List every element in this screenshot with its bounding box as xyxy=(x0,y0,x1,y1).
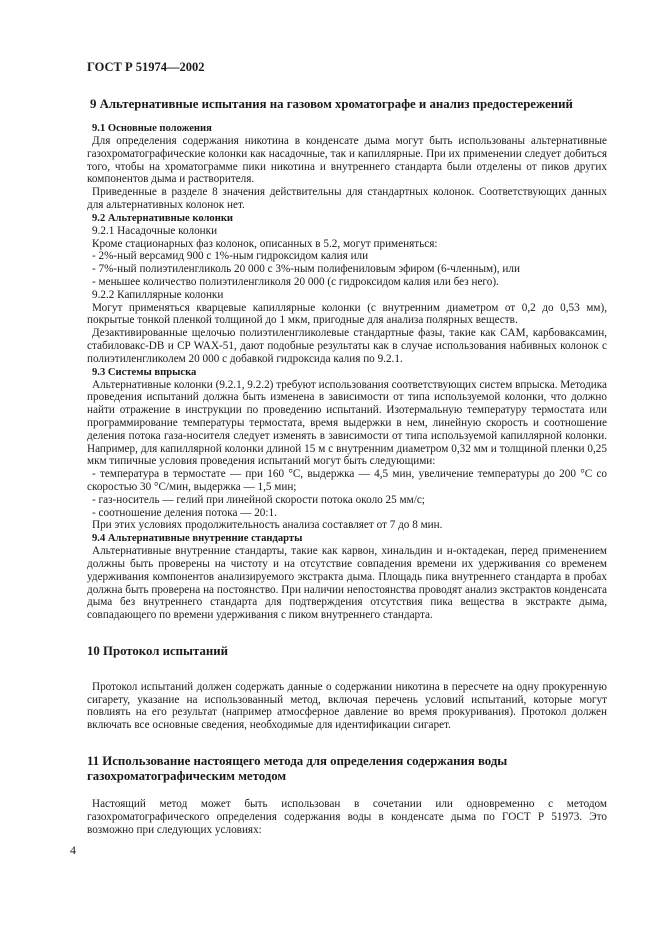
section-10-title: 10 Протокол испытаний xyxy=(87,643,229,658)
section-9-2-1-title: 9.2.1 Насадочные колонки xyxy=(92,224,218,237)
section-9-4-title: 9.4 Альтернативные внутренние стандарты xyxy=(92,533,303,545)
section-9-1-paragraph-1: Для определения содержания никотина в конденсате дыма могут быть использованы альтернативные газохроматографические колонки как насадочные, так и капиллярные. При их применении следует добиться того, чтобы на хроматограмме пики никотина и внутреннего стандарта были отделены от пиков других компонентов дыма и растворителя. xyxy=(87,135,607,186)
section-10-paragraph-1: Протокол испытаний должен содержать данные о содержании никотина в пересчете на одну прокуренную сигарету, указание на использованный метод, включая перечень условий испытаний, которые могут повлиять на его результат (например атмосферное давление во время прокуривания). Протокол должен включать все основные сведения, необходимые для идентификации сигарет. xyxy=(87,680,607,732)
section-11-title: 11 Использование настоящего метода для определения содержания воды газохроматографическим методом xyxy=(87,754,508,784)
list-item: - газ-носитель — гелий при линейной скорости потока около 25 мм/с; xyxy=(92,493,425,506)
section-9-2-2-title: 9.2.2 Капиллярные колонки xyxy=(92,288,224,301)
section-9-1-paragraph-2: Приведенные в разделе 8 значения действительны для стандартных колонок. Соответствующих данных для альтернативных колонок нет. xyxy=(87,186,607,211)
page-number: 4 xyxy=(70,843,76,857)
section-9-3-paragraph-1: Альтернативные колонки (9.2.1, 9.2.2) требуют использования соответствующих систем впрыска. Методика проведения испытаний должна быть изменена в зависимости от типа используемой колонки, что должно найти отражение в инструкции по проведению испытаний. Изотермальную температуру термостата или программирование температуры термостата, время выдержки в нем, линейную скорость и соотношение деления потока газа-носителя следует изменять в зависимости от типа используемой капиллярной колонки. Например, для капиллярной колонки длиной 15 м с внутренним диаметром 0,32 мм и толщиной пленки 0,25 мкм типичные условия проведения испытаний могут быть следующими: xyxy=(87,378,607,468)
section-9-3-paragraph-2: При этих условиях продолжительность анализа составляет от 7 до 8 мин. xyxy=(92,519,443,532)
list-item: - 7%-ный полиэтиленгликоль 20 000 с 3%-ным полифениловым эфиром (6-членным), или xyxy=(92,263,520,276)
list-item: - температура в термостате — при 160 °С, выдержка — 4,5 мин, увеличение температуры до 200 °С со скоростью 30 °С/мин, выдержка — 1,5 мин; xyxy=(87,468,607,493)
list-item: - соотношение деления потока — 20:1. xyxy=(92,506,277,519)
section-9-title: 9 Альтернативные испытания на газовом хроматографе и анализ предостережений xyxy=(90,97,573,111)
section-9-3-title: 9.3 Системы впрыска xyxy=(92,366,197,378)
section-9-2-2-paragraph-1: Могут применяться кварцевые капиллярные колонки (с внутренним диаметром от 0,2 до 0,53 мм), покрытые тонкой пленкой толщиной до 1 мкм, пригодные для анализа полярных веществ. xyxy=(87,301,607,327)
section-9-2-title: 9.2 Альтернативные колонки xyxy=(92,212,234,224)
section-11-paragraph-1: Настоящий метод может быть использован в сочетании или одновременно с методом газохроматографического определения содержания воды в конденсате дыма по ГОСТ Р 51973. Это возможно при следующих условиях: xyxy=(87,798,607,836)
section-9-1-title: 9.1 Основные положения xyxy=(92,123,212,134)
list-item: - 2%-ный версамид 900 с 1%-ным гидроксидом калия или xyxy=(92,250,369,263)
document-header: ГОСТ Р 51974—2002 xyxy=(87,60,205,74)
section-9-4-paragraph-1: Альтернативные внутренние стандарты, такие как карвон, хинальдин и н-октадекан, перед применением должны быть проверены на чистоту и на отсутствие совпадения времени их удерживания со временем удерживания компонентов анализируемого экстракта дыма. Площадь пика внутреннего стандарта в пробах должна быть проверена на постоянство. При наличии непостоянства проводят анализ экстрактов конденсата дыма без внутреннего стандарта для подтверждения отсутствия пика вещества в экстракте дыма, совпадающего по времени удерживания с пиком внутреннего стандарта. xyxy=(87,545,607,622)
section-9-2-2-paragraph-2: Дезактивированные щелочью полиэтиленгликолевые стандартные фазы, такие как CAM, карбоваксамин, стабиловакс-DB и CP WAX-51, дают подобные результаты как в случае использования набивных колонок с полиэтиленгликолем 20 000 с добавкой гидроксида калия по 9.2.1. xyxy=(87,327,607,365)
list-item: - меньшее количество полиэтиленгликоля 20 000 (с гидроксидом калия или без него). xyxy=(92,275,499,288)
section-9-2-intro: Кроме стационарных фаз колонок, описанных в 5.2, могут применяться: xyxy=(92,237,438,250)
